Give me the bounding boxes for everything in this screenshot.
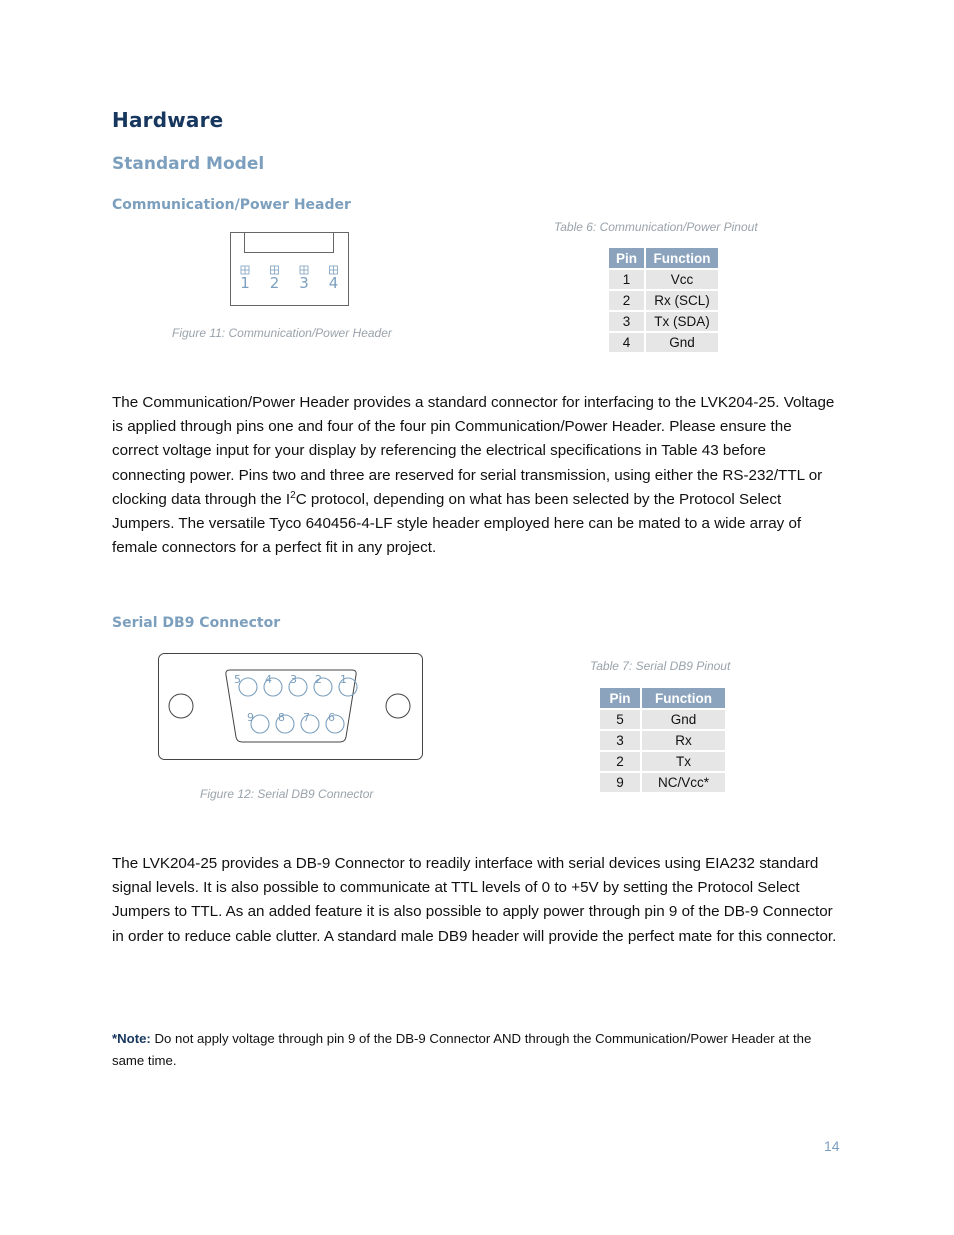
- db9-heading: Serial DB9 Connector: [112, 615, 281, 631]
- table-row: [600, 752, 725, 771]
- pin-cell: 3: [600, 731, 640, 750]
- pin-cell: 9: [600, 773, 640, 792]
- function-cell: Tx: [642, 752, 725, 771]
- header-pin-label: 2: [269, 274, 280, 292]
- db9-pin-label: 5: [234, 673, 241, 686]
- db9-pin-label: 9: [247, 711, 254, 724]
- table-row: [609, 333, 718, 352]
- table-header-function: Function: [642, 688, 725, 708]
- table-row: [600, 710, 725, 729]
- comm-header-paragraph: [112, 391, 842, 560]
- page-number: 14: [824, 1138, 840, 1154]
- section-subtitle: Standard Model: [112, 154, 265, 174]
- table-6-caption: Table 6: Communication/Power Pinout: [554, 220, 758, 234]
- pin-cell: 4: [609, 333, 644, 352]
- pin-cell: 2: [600, 752, 640, 771]
- pin-cell: 5: [600, 710, 640, 729]
- header-pin-label: 4: [328, 274, 339, 292]
- paragraph-text: C protocol, depending on what has been selected by the Protocol Select Jumpers. The versatile Tyco 640456-4-LF style header employed here can be mated to a wide array of female connectors for a perfect fit in any project.: [112, 490, 802, 557]
- db9-pin-label: 3: [290, 673, 297, 686]
- db9-pin-label: 2: [315, 673, 322, 686]
- db9-mount-hole-left: [169, 694, 193, 718]
- figure-11-caption: Figure 11: Communication/Power Header: [172, 326, 392, 340]
- function-cell: NC/Vcc*: [642, 773, 725, 792]
- pin-cell: 3: [609, 312, 644, 331]
- table-row: [600, 731, 725, 750]
- table-7-caption: Table 7: Serial DB9 Pinout: [590, 659, 731, 673]
- pin-cell: 1: [609, 270, 644, 289]
- function-cell: Tx (SDA): [646, 312, 718, 331]
- header-pin-label: 3: [299, 274, 309, 292]
- db9-plate-outline: [159, 654, 423, 760]
- header-key-notch: [245, 233, 334, 253]
- superscript: 2: [290, 489, 296, 501]
- function-cell: Rx: [642, 731, 725, 750]
- comm-pinout-table: [607, 246, 720, 354]
- comm-header-heading: Communication/Power Header: [112, 197, 351, 213]
- table-row: [609, 312, 718, 331]
- db9-pin-label: 7: [303, 711, 310, 724]
- note-text: Do not apply voltage through pin 9 of the DB-9 Connector AND through the Communication/Power Header at the same time.: [112, 1031, 812, 1068]
- function-cell: Rx (SCL): [646, 291, 718, 310]
- db9-connector-diagram: [156, 651, 426, 763]
- table-row: [609, 270, 718, 289]
- pin-cell: 2: [609, 291, 644, 310]
- db9-pin-circle: [239, 678, 257, 696]
- db9-pin-label: 8: [278, 711, 285, 724]
- header-pin-label: 1: [240, 274, 250, 292]
- table-row: [600, 773, 725, 792]
- db9-pin-label: 4: [265, 673, 272, 686]
- note-label: *Note:: [112, 1031, 151, 1046]
- comm-header-diagram: [228, 230, 352, 310]
- table-header-pin: Pin: [609, 248, 644, 268]
- function-cell: Vcc: [646, 270, 718, 289]
- db9-pins: [234, 673, 357, 733]
- table-header-pin: Pin: [600, 688, 640, 708]
- db9-pin-label: 6: [328, 711, 335, 724]
- db9-pin-label: 1: [340, 673, 347, 686]
- header-pins: [240, 266, 338, 292]
- db9-pinout-table: [598, 686, 727, 794]
- db9-paragraph: The LVK204-25 provides a DB-9 Connector to readily interface with serial devices using EIA232 standard signal levels. It is also possible to communicate at TTL levels of 0 to +5V by setting the Protocol Select Jumpers to TTL. As an added feature it is also possible to apply power through pin 9 of the DB-9 Connector in order to reduce cable clutter. A standard male DB9 header will provide the perfect mate for this connector.: [112, 855, 837, 945]
- function-cell: Gnd: [642, 710, 725, 729]
- paragraph-text: The Communication/Power Header provides a standard connector for interfacing to the LVK204-25. Voltage is applied through pins one and four of the four pin Communication/Power Header. Please ensure the correct voltage input for your display by referencing the electrical specifications in Table 43 before connecting power. Pins two and three are reserved for serial transmission, using either the RS-232/TTL or clocking data through the I: [112, 394, 835, 508]
- page-title: Hardware: [112, 108, 224, 132]
- header-outline: [231, 233, 349, 306]
- figure-12-caption: Figure 12: Serial DB9 Connector: [200, 787, 374, 801]
- db9-mount-hole-right: [386, 694, 410, 718]
- table-header-function: Function: [646, 248, 718, 268]
- table-row: [609, 291, 718, 310]
- note-paragraph: [112, 1028, 842, 1072]
- function-cell: Gnd: [646, 333, 718, 352]
